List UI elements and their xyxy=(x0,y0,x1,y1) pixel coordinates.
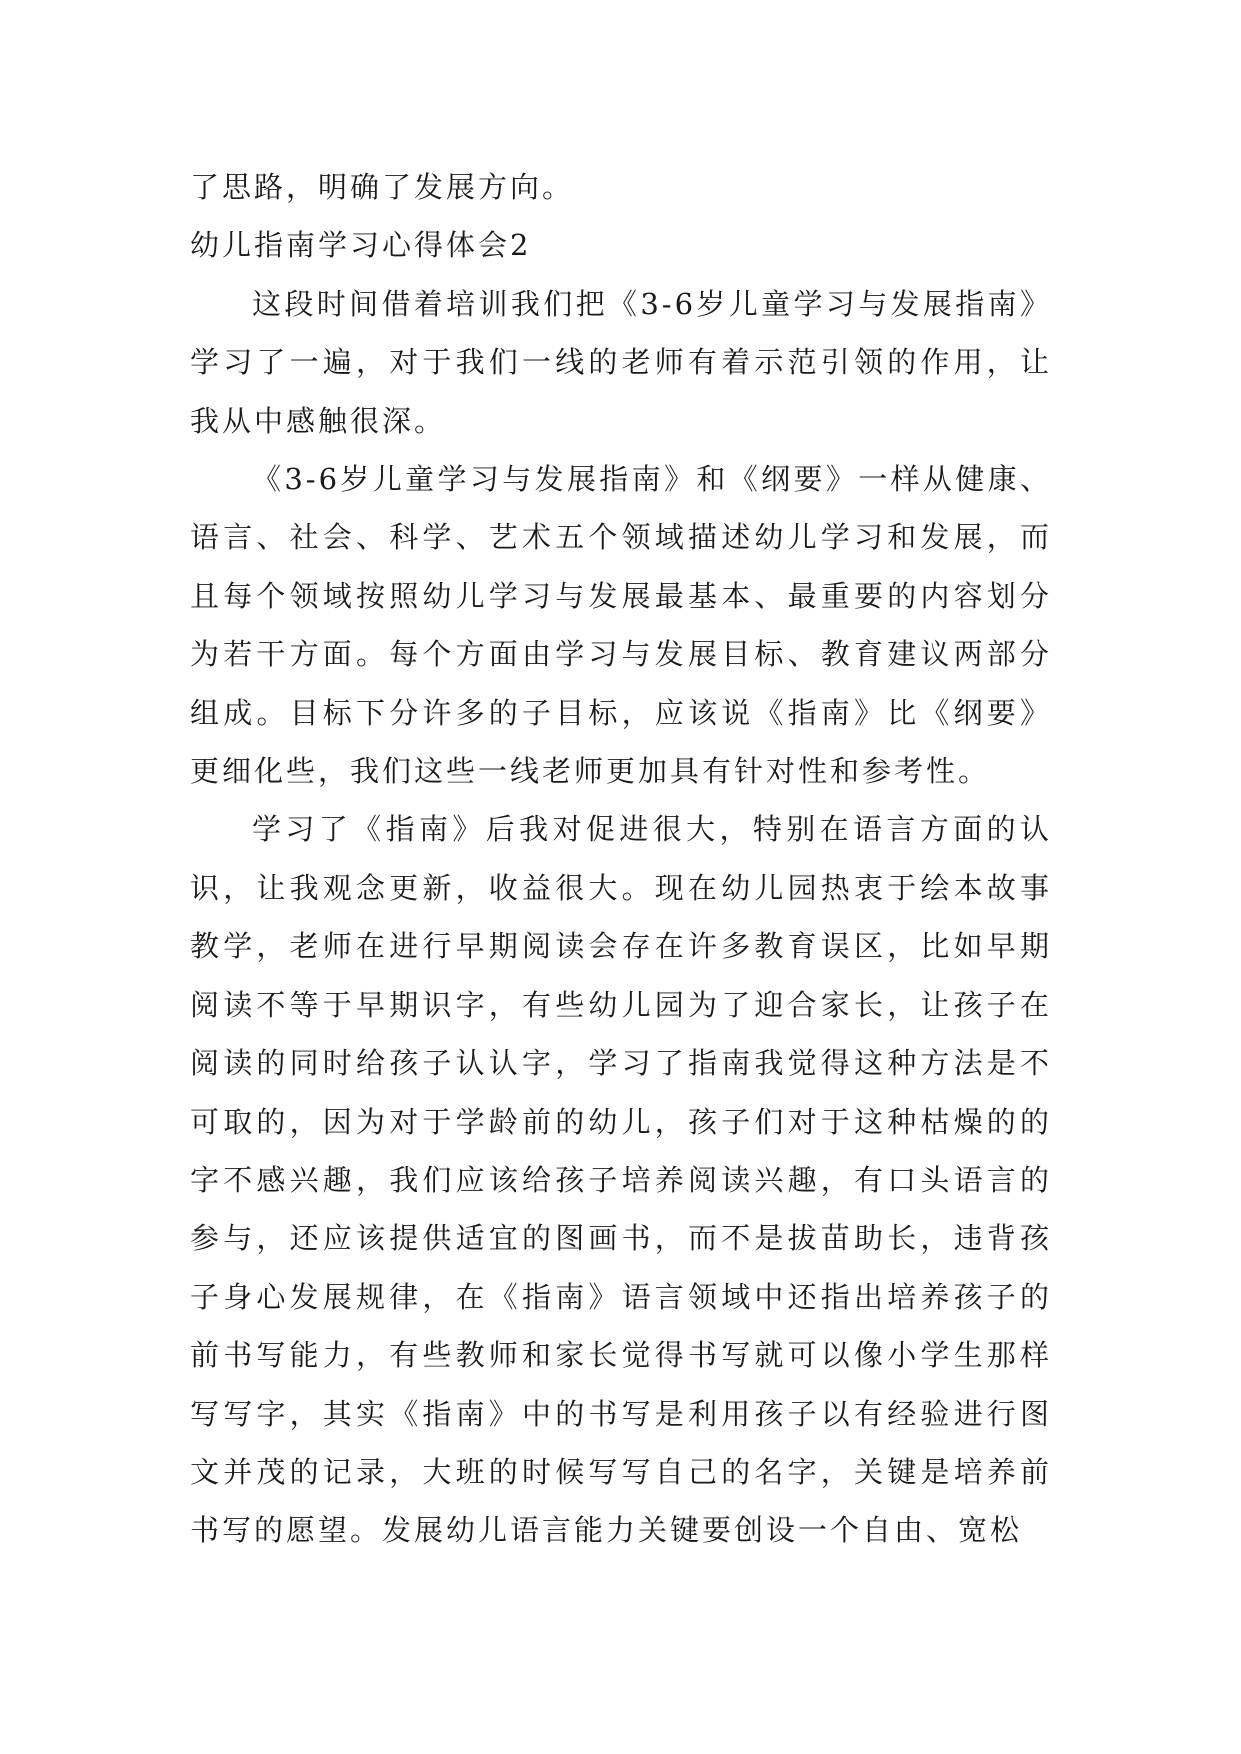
paragraph-language: 学习了《指南》后我对促进很大，特别在语言方面的认识，让我观念更新，收益很大。现在幼儿园热衷于绘本故事教学，老师在进行早期阅读会存在许多教育误区，比如早期阅读不等于早期识字，有些幼儿园为了迎合家长，让孩子在阅读的同时给孩子认认字，学习了指南我觉得这种方法是不可取的，因为对于学龄前的幼儿，孩子们对于这种枯燥的的字不感兴趣，我们应该给孩子培养阅读兴趣，有口头语言的参与，还应该提供适宜的图画书，而不是拔苗助长，违背孩子身心发展规律，在《指南》语言领域中还指出培养孩子的前书写能力，有些教师和家长觉得书写就可以像小学生那样写写字，其实《指南》中的书写是利用孩子以有经验进行图文并茂的记录，大班的时候写写自己的名字，关键是培养前书写的愿望。发展幼儿语言能力关键要创设一个自由、宽松 xyxy=(190,812,1052,1548)
paragraph-structure: 《3-6岁儿童学习与发展指南》和《纲要》一样从健康、语言、社会、科学、艺术五个领域描述幼儿学习和发展，而且每个领域按照幼儿学习与发展最基本、最重要的内容划分为若干方面。每个方面由学习与发展目标、教育建议两部分组成。目标下分许多的子目标，应该说《指南》比《纲要》更细化些，我们这些一线老师更加具有针对性和参考性。 xyxy=(190,462,1052,789)
section-heading: 幼儿指南学习心得体会2 xyxy=(190,228,532,263)
paragraph-intro: 这段时间借着培训我们把《3-6岁儿童学习与发展指南》学习了一遍，对于我们一线的老师有着示范引领的作用，让我从中感触很深。 xyxy=(190,286,1052,438)
paragraph-continuation: 了思路，明确了发展方向。 xyxy=(190,170,575,204)
document-body xyxy=(190,158,1052,1560)
